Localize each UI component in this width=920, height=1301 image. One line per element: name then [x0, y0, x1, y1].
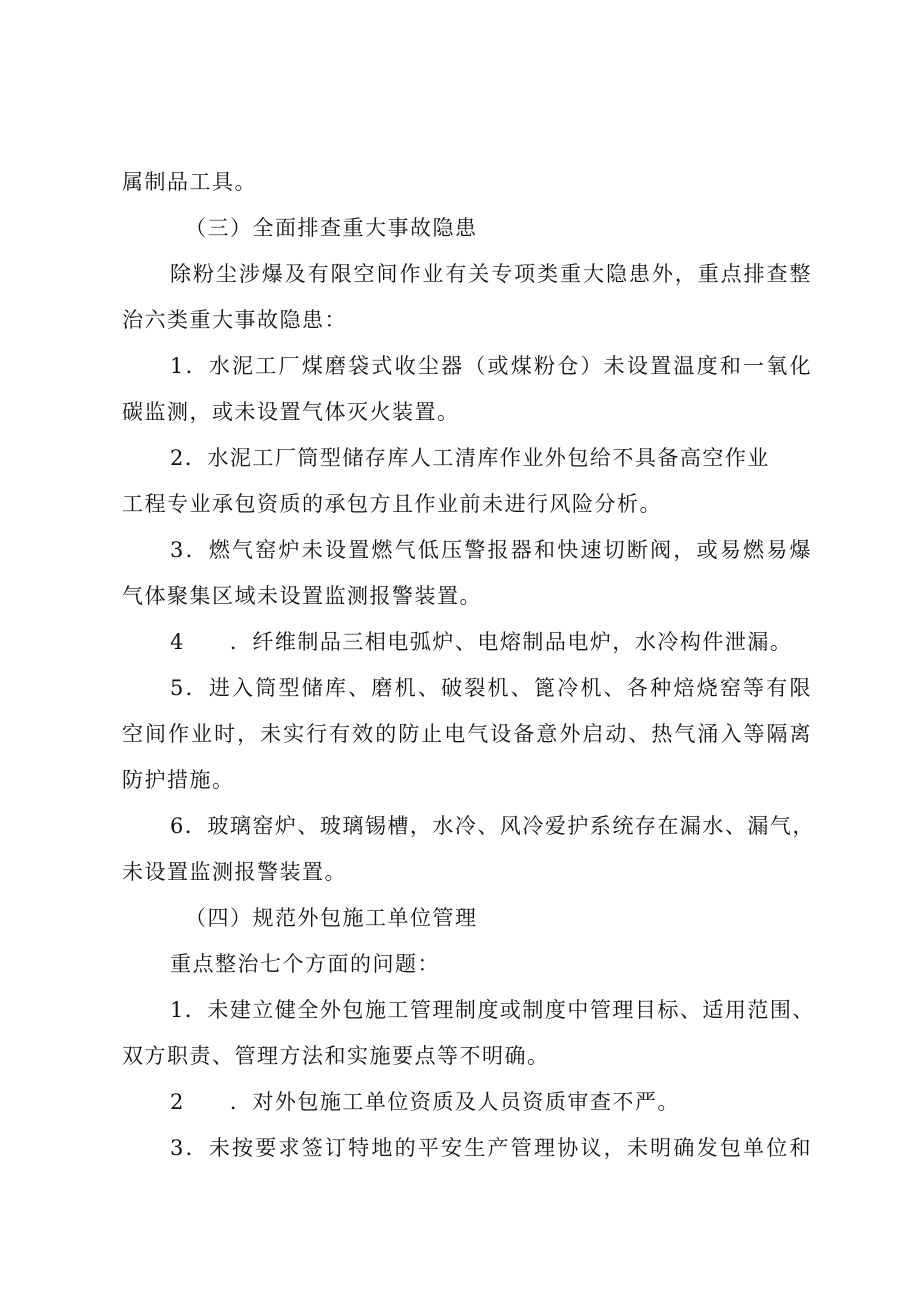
paragraph-line: 除粉尘涉爆及有限空间作业有关专项类重大隐患外，重点排查整	[170, 262, 812, 286]
list-item-line: 1．未建立健全外包施工管理制度或制度中管理目标、适用范围、	[170, 998, 815, 1022]
list-item-line: 1．水泥工厂煤磨袋式收尘器（或煤粉仓）未设置温度和一氧化	[170, 354, 812, 378]
list-item-line: 防护措施。	[122, 768, 235, 792]
list-item-line: 6．玻璃窑炉、玻璃锡槽，水冷、风冷爱护系统存在漏水、漏气，	[170, 814, 815, 838]
list-item-line: 2 ．对外包施工单位资质及人员资质审查不严。	[170, 1090, 680, 1114]
list-item-line: 气体聚集区域未设置监测报警装置。	[122, 584, 482, 608]
paragraph-line: 治六类重大事故隐患：	[122, 308, 347, 332]
list-item-line: 5．进入筒型储库、磨机、破裂机、篦冷机、各种焙烧窑等有限	[170, 676, 812, 700]
list-item-line: 4 ．纤维制品三相电弧炉、电熔制品电炉，水冷构件泄漏。	[170, 630, 793, 654]
list-item-line: 2．水泥工厂筒型储存库人工清库作业外包给不具备高空作业	[170, 446, 770, 470]
list-item-line: 空间作业时，未实行有效的防止电气设备意外启动、热气涌入等隔离	[122, 722, 812, 746]
list-item-line: 3．未按要求签订特地的平安生产管理协议，未明确发包单位和	[170, 1136, 812, 1160]
list-item-line: 未设置监测报警装置。	[122, 860, 347, 884]
text-line-continuation: 属制品工具。	[122, 170, 257, 194]
list-item-line: 碳监测，或未设置气体灭火装置。	[122, 400, 460, 424]
section-heading-4: （四）规范外包施工单位管理	[185, 906, 478, 930]
list-item-line: 工程专业承包资质的承包方且作业前未进行风险分析。	[122, 492, 662, 516]
section-heading-3: （三）全面排查重大事故隐患	[185, 216, 478, 240]
list-item-line: 3．燃气窑炉未设置燃气低压警报器和快速切断阀，或易燃易爆	[170, 538, 812, 562]
list-item-line: 双方职责、管理方法和实施要点等不明确。	[122, 1044, 550, 1068]
paragraph-line: 重点整治七个方面的问题：	[170, 952, 440, 976]
